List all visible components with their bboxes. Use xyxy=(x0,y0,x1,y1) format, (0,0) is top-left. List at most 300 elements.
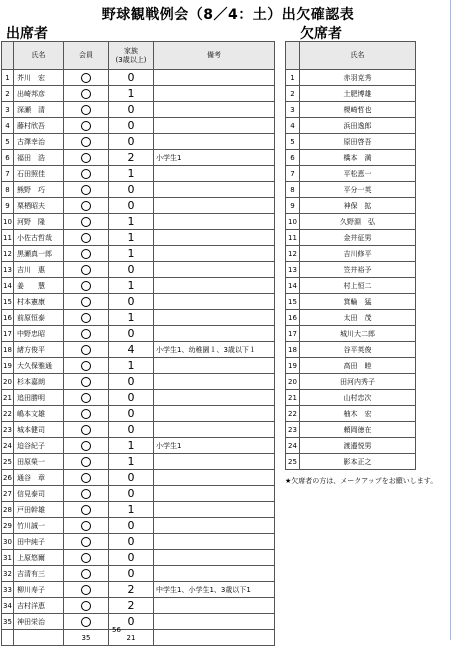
absentee-name: 原田啓吾 xyxy=(300,134,416,150)
attendee-note xyxy=(154,502,275,518)
attendees-table xyxy=(1,41,275,646)
member-circle-icon xyxy=(81,265,91,275)
member-cell xyxy=(64,262,109,278)
attendee-note xyxy=(154,182,275,198)
member-cell xyxy=(64,390,109,406)
family-count: 0 xyxy=(109,614,154,630)
attendee-note xyxy=(154,118,275,134)
member-cell xyxy=(64,230,109,246)
family-count: 0 xyxy=(109,294,154,310)
attendee-row xyxy=(2,150,275,166)
absentee-row xyxy=(286,374,416,390)
member-circle-icon xyxy=(81,361,91,371)
member-circle-icon xyxy=(81,89,91,99)
member-circle-icon xyxy=(81,521,91,531)
attendee-row xyxy=(2,582,275,598)
attendee-row xyxy=(2,358,275,374)
attendee-note xyxy=(154,518,275,534)
attendee-name: 村本憲康 xyxy=(14,294,64,310)
member-circle-icon xyxy=(81,553,91,563)
attendee-name: 戸田幹雄 xyxy=(14,502,64,518)
absentee-row xyxy=(286,278,416,294)
absentee-row xyxy=(286,86,416,102)
attendee-name: 嶋本文雄 xyxy=(14,406,64,422)
member-circle-icon xyxy=(81,617,91,627)
absentee-number: 14 xyxy=(286,278,300,294)
member-cell xyxy=(64,358,109,374)
member-circle-icon xyxy=(81,233,91,243)
member-circle-icon xyxy=(81,425,91,435)
absentee-name: 渡邉悦男 xyxy=(300,438,416,454)
attendee-row xyxy=(2,166,275,182)
absentee-number: 3 xyxy=(286,102,300,118)
members-total: 35 xyxy=(64,630,109,646)
name-column-header: 氏名 xyxy=(14,42,64,70)
absentee-row xyxy=(286,150,416,166)
absentee-row xyxy=(286,326,416,342)
absentee-name: 平松恵一 xyxy=(300,166,416,182)
absentee-name: 田河内秀子 xyxy=(300,374,416,390)
attendee-row xyxy=(2,134,275,150)
member-circle-icon xyxy=(81,249,91,259)
member-circle-icon xyxy=(81,169,91,179)
absentee-number: 12 xyxy=(286,246,300,262)
absentee-name: 土肥博雄 xyxy=(300,86,416,102)
absentee-name: 柚木 宏 xyxy=(300,406,416,422)
attendee-number: 5 xyxy=(2,134,14,150)
family-count: 0 xyxy=(109,198,154,214)
member-circle-icon xyxy=(81,569,91,579)
attendee-number: 4 xyxy=(2,118,14,134)
absentee-number: 10 xyxy=(286,214,300,230)
attendee-number: 21 xyxy=(2,390,14,406)
member-cell xyxy=(64,150,109,166)
attendee-name: 熊野 巧 xyxy=(14,182,64,198)
attendee-row xyxy=(2,422,275,438)
attendee-note: 小学生1 xyxy=(154,150,275,166)
member-cell xyxy=(64,86,109,102)
attendee-number: 22 xyxy=(2,406,14,422)
family-count: 0 xyxy=(109,118,154,134)
absentee-number: 17 xyxy=(286,326,300,342)
family-total: 21 xyxy=(109,630,154,646)
attendee-number: 20 xyxy=(2,374,14,390)
absentee-row xyxy=(286,390,416,406)
family-count: 1 xyxy=(109,246,154,262)
attendee-row xyxy=(2,294,275,310)
attendee-number: 14 xyxy=(2,278,14,294)
family-column-header xyxy=(109,42,154,70)
family-count: 0 xyxy=(109,486,154,502)
grand-total: 56 xyxy=(112,626,121,634)
attendee-row xyxy=(2,550,275,566)
attendee-name: 田中純子 xyxy=(14,534,64,550)
attendee-number: 24 xyxy=(2,438,14,454)
absentee-name: 高田 睦 xyxy=(300,358,416,374)
attendee-note xyxy=(154,550,275,566)
absentee-name: 吉川修平 xyxy=(300,246,416,262)
attendee-note xyxy=(154,102,275,118)
family-count: 0 xyxy=(109,566,154,582)
family-count: 0 xyxy=(109,406,154,422)
member-cell xyxy=(64,198,109,214)
attendee-name: 杉本嘉朗 xyxy=(14,374,64,390)
attendee-row xyxy=(2,246,275,262)
member-cell xyxy=(64,438,109,454)
attendee-note: 小学生1 xyxy=(154,438,275,454)
member-cell xyxy=(64,246,109,262)
attendee-row xyxy=(2,278,275,294)
family-count: 0 xyxy=(109,182,154,198)
totals-blank xyxy=(154,630,275,646)
absentee-row xyxy=(286,118,416,134)
member-cell xyxy=(64,326,109,342)
absentee-row xyxy=(286,230,416,246)
member-cell xyxy=(64,550,109,566)
absentee-row xyxy=(286,406,416,422)
absentee-name: 箕輪 猛 xyxy=(300,294,416,310)
makeup-footnote: ★欠席者の方は、メークアップをお願いします。 xyxy=(285,477,438,485)
attendee-note xyxy=(154,166,275,182)
attendee-note xyxy=(154,198,275,214)
family-header-label: 家族 (3歳以上) xyxy=(115,46,147,64)
attendee-name: 芥川 宏 xyxy=(14,70,64,86)
attendee-name: 古澤幸治 xyxy=(14,134,64,150)
family-count: 0 xyxy=(109,326,154,342)
attendee-name: 大久保雅通 xyxy=(14,358,64,374)
member-circle-icon xyxy=(81,457,91,467)
attendee-note xyxy=(154,294,275,310)
absentee-number: 1 xyxy=(286,70,300,86)
attendee-number: 8 xyxy=(2,182,14,198)
absentee-row xyxy=(286,246,416,262)
attendee-number: 15 xyxy=(2,294,14,310)
absentee-number-header xyxy=(286,42,300,70)
attendee-name: 石田照佳 xyxy=(14,166,64,182)
attendee-name: 田原榮一 xyxy=(14,454,64,470)
absentee-name: 村上恒二 xyxy=(300,278,416,294)
attendee-name: 柳川寿子 xyxy=(14,582,64,598)
attendee-row xyxy=(2,406,275,422)
attendee-row xyxy=(2,598,275,614)
attendee-number: 16 xyxy=(2,310,14,326)
absentee-row xyxy=(286,294,416,310)
absentee-number: 24 xyxy=(286,438,300,454)
family-count: 1 xyxy=(109,454,154,470)
attendee-note xyxy=(154,246,275,262)
attendee-number: 32 xyxy=(2,566,14,582)
absentee-name: 榎崎哲也 xyxy=(300,102,416,118)
absentee-row xyxy=(286,214,416,230)
absentee-number: 4 xyxy=(286,118,300,134)
member-circle-icon xyxy=(81,473,91,483)
attendee-name: 吉川 惠 xyxy=(14,262,64,278)
family-count: 0 xyxy=(109,374,154,390)
attendee-note: 中学生1、小学生1、3歳以下1 xyxy=(154,582,275,598)
attendee-name: 信見泰司 xyxy=(14,486,64,502)
absentee-name: 平分一英 xyxy=(300,182,416,198)
member-circle-icon xyxy=(81,393,91,403)
totals-blank xyxy=(14,630,64,646)
member-circle-icon xyxy=(81,153,91,163)
absentee-row xyxy=(286,438,416,454)
attendee-note xyxy=(154,374,275,390)
family-count: 2 xyxy=(109,150,154,166)
attendee-name: 城本健司 xyxy=(14,422,64,438)
member-circle-icon xyxy=(81,585,91,595)
absentee-number: 21 xyxy=(286,390,300,406)
attendee-note xyxy=(154,598,275,614)
absentee-name: 山村忠次 xyxy=(300,390,416,406)
member-cell xyxy=(64,566,109,582)
attendee-row xyxy=(2,486,275,502)
attendee-name: 前原恒泰 xyxy=(14,310,64,326)
attendee-row xyxy=(2,470,275,486)
absentees-table xyxy=(285,41,416,470)
member-circle-icon xyxy=(81,201,91,211)
attendee-row xyxy=(2,310,275,326)
member-circle-icon xyxy=(81,489,91,499)
attendee-row xyxy=(2,70,275,86)
absentee-row xyxy=(286,134,416,150)
attendee-number: 26 xyxy=(2,470,14,486)
attendee-row xyxy=(2,518,275,534)
family-count: 0 xyxy=(109,262,154,278)
absentee-number: 2 xyxy=(286,86,300,102)
family-count: 0 xyxy=(109,70,154,86)
attendees-heading: 出席者 xyxy=(6,26,48,42)
family-count: 0 xyxy=(109,390,154,406)
attendee-row xyxy=(2,566,275,582)
attendee-row xyxy=(2,230,275,246)
attendee-number: 31 xyxy=(2,550,14,566)
member-cell xyxy=(64,118,109,134)
attendee-number: 6 xyxy=(2,150,14,166)
member-cell xyxy=(64,70,109,86)
member-circle-icon xyxy=(81,601,91,611)
attendee-note xyxy=(154,470,275,486)
attendee-note xyxy=(154,422,275,438)
member-cell xyxy=(64,582,109,598)
attendee-note xyxy=(154,262,275,278)
family-count: 2 xyxy=(109,582,154,598)
attendee-number: 27 xyxy=(2,486,14,502)
member-column-header: 会員 xyxy=(64,42,109,70)
attendee-note xyxy=(154,134,275,150)
member-cell xyxy=(64,134,109,150)
attendee-note xyxy=(154,390,275,406)
attendee-number: 12 xyxy=(2,246,14,262)
family-count: 1 xyxy=(109,214,154,230)
attendee-number: 13 xyxy=(2,262,14,278)
absentee-name: 谷平英俊 xyxy=(300,342,416,358)
attendee-note xyxy=(154,214,275,230)
family-count: 1 xyxy=(109,86,154,102)
family-count: 1 xyxy=(109,278,154,294)
member-cell xyxy=(64,406,109,422)
member-circle-icon xyxy=(81,217,91,227)
absentee-number: 8 xyxy=(286,182,300,198)
member-circle-icon xyxy=(81,73,91,83)
member-cell xyxy=(64,294,109,310)
absentee-name: 城川大二郎 xyxy=(300,326,416,342)
absentee-number: 11 xyxy=(286,230,300,246)
absentee-row xyxy=(286,166,416,182)
attendee-note xyxy=(154,406,275,422)
absentee-name: 赤羽克秀 xyxy=(300,70,416,86)
member-circle-icon xyxy=(81,441,91,451)
attendees-header-row xyxy=(2,42,275,70)
page-title: 野球観戦例会（8／4：土）出欠確認表 xyxy=(101,7,355,23)
attendee-row xyxy=(2,438,275,454)
attendee-number: 35 xyxy=(2,614,14,630)
absentee-number: 15 xyxy=(286,294,300,310)
attendee-number: 10 xyxy=(2,214,14,230)
member-cell xyxy=(64,214,109,230)
absentee-number: 16 xyxy=(286,310,300,326)
attendee-name: 河野 隆 xyxy=(14,214,64,230)
family-count: 0 xyxy=(109,470,154,486)
family-count: 0 xyxy=(109,534,154,550)
attendee-note xyxy=(154,230,275,246)
family-count: 0 xyxy=(109,102,154,118)
number-column-header xyxy=(2,42,14,70)
member-circle-icon xyxy=(81,297,91,307)
absentee-number: 22 xyxy=(286,406,300,422)
family-count: 1 xyxy=(109,310,154,326)
member-cell xyxy=(64,310,109,326)
attendee-number: 25 xyxy=(2,454,14,470)
page-edge-line xyxy=(450,0,451,640)
attendee-number: 34 xyxy=(2,598,14,614)
attendee-number: 9 xyxy=(2,198,14,214)
family-count: 1 xyxy=(109,166,154,182)
member-circle-icon xyxy=(81,537,91,547)
member-cell xyxy=(64,102,109,118)
absentee-row xyxy=(286,342,416,358)
attendee-row xyxy=(2,182,275,198)
attendee-note xyxy=(154,86,275,102)
attendee-number: 2 xyxy=(2,86,14,102)
attendee-row xyxy=(2,86,275,102)
attendee-number: 11 xyxy=(2,230,14,246)
absentee-row xyxy=(286,310,416,326)
attendee-number: 1 xyxy=(2,70,14,86)
absentee-number: 13 xyxy=(286,262,300,278)
absentee-name: 頼岡徳在 xyxy=(300,422,416,438)
family-count: 2 xyxy=(109,598,154,614)
absentee-row xyxy=(286,358,416,374)
attendee-number: 7 xyxy=(2,166,14,182)
attendee-note xyxy=(154,326,275,342)
member-circle-icon xyxy=(81,137,91,147)
attendee-name: 竹川誠一 xyxy=(14,518,64,534)
attendee-name: 栗栖昭夫 xyxy=(14,198,64,214)
absentee-name: 神保 拡 xyxy=(300,198,416,214)
attendee-number: 29 xyxy=(2,518,14,534)
member-cell xyxy=(64,422,109,438)
absentee-name: 太田 茂 xyxy=(300,310,416,326)
attendee-name: 中野忠昭 xyxy=(14,326,64,342)
absentee-number: 19 xyxy=(286,358,300,374)
totals-blank xyxy=(2,630,14,646)
attendee-number: 33 xyxy=(2,582,14,598)
family-count: 0 xyxy=(109,550,154,566)
attendee-note xyxy=(154,454,275,470)
member-circle-icon xyxy=(81,345,91,355)
absentee-name: 影本正之 xyxy=(300,454,416,470)
attendee-row xyxy=(2,374,275,390)
attendee-name: 通谷 章 xyxy=(14,470,64,486)
member-cell xyxy=(64,486,109,502)
absentees-heading: 欠席者 xyxy=(300,26,342,42)
absentee-row xyxy=(286,262,416,278)
attendee-name: 姜 慧 xyxy=(14,278,64,294)
attendee-number: 28 xyxy=(2,502,14,518)
absentee-number: 5 xyxy=(286,134,300,150)
attendee-number: 19 xyxy=(2,358,14,374)
attendee-name: 黒瀬真一郎 xyxy=(14,246,64,262)
family-count: 0 xyxy=(109,134,154,150)
notes-column-header: 備考 xyxy=(154,42,275,70)
absentee-row xyxy=(286,422,416,438)
member-circle-icon xyxy=(81,409,91,419)
member-circle-icon xyxy=(81,313,91,323)
attendee-name: 緒方俊平 xyxy=(14,342,64,358)
attendee-note xyxy=(154,566,275,582)
attendee-number: 18 xyxy=(2,342,14,358)
absentee-row xyxy=(286,102,416,118)
attendee-note: 小学生1、幼稚園１、3歳以下１ xyxy=(154,342,275,358)
attendee-row xyxy=(2,118,275,134)
absentee-row xyxy=(286,70,416,86)
absentee-name: 久野淵 弘 xyxy=(300,214,416,230)
attendee-number: 3 xyxy=(2,102,14,118)
member-circle-icon xyxy=(81,329,91,339)
attendee-name: 迫谷紀子 xyxy=(14,438,64,454)
absentees-header-row xyxy=(286,42,416,70)
attendee-number: 23 xyxy=(2,422,14,438)
member-cell xyxy=(64,518,109,534)
member-circle-icon xyxy=(81,105,91,115)
absentee-row xyxy=(286,454,416,470)
family-count: 1 xyxy=(109,438,154,454)
attendee-row xyxy=(2,214,275,230)
absentee-name: 金井征男 xyxy=(300,230,416,246)
absentee-number: 23 xyxy=(286,422,300,438)
absentee-number: 25 xyxy=(286,454,300,470)
absentee-name: 橋本 満 xyxy=(300,150,416,166)
attendee-name: 吉村洋恵 xyxy=(14,598,64,614)
attendee-row xyxy=(2,198,275,214)
member-cell xyxy=(64,342,109,358)
member-circle-icon xyxy=(81,281,91,291)
attendee-row xyxy=(2,454,275,470)
attendee-note xyxy=(154,614,275,630)
member-circle-icon xyxy=(81,505,91,515)
member-cell xyxy=(64,598,109,614)
member-cell xyxy=(64,374,109,390)
attendee-name: 出崎邦彦 xyxy=(14,86,64,102)
member-cell xyxy=(64,454,109,470)
absentee-name: 浜田逸郎 xyxy=(300,118,416,134)
attendee-row xyxy=(2,502,275,518)
attendee-name: 吉清有三 xyxy=(14,566,64,582)
attendee-note xyxy=(154,70,275,86)
attendee-name: 上原悠爾 xyxy=(14,550,64,566)
absentee-number: 6 xyxy=(286,150,300,166)
family-count: 1 xyxy=(109,230,154,246)
